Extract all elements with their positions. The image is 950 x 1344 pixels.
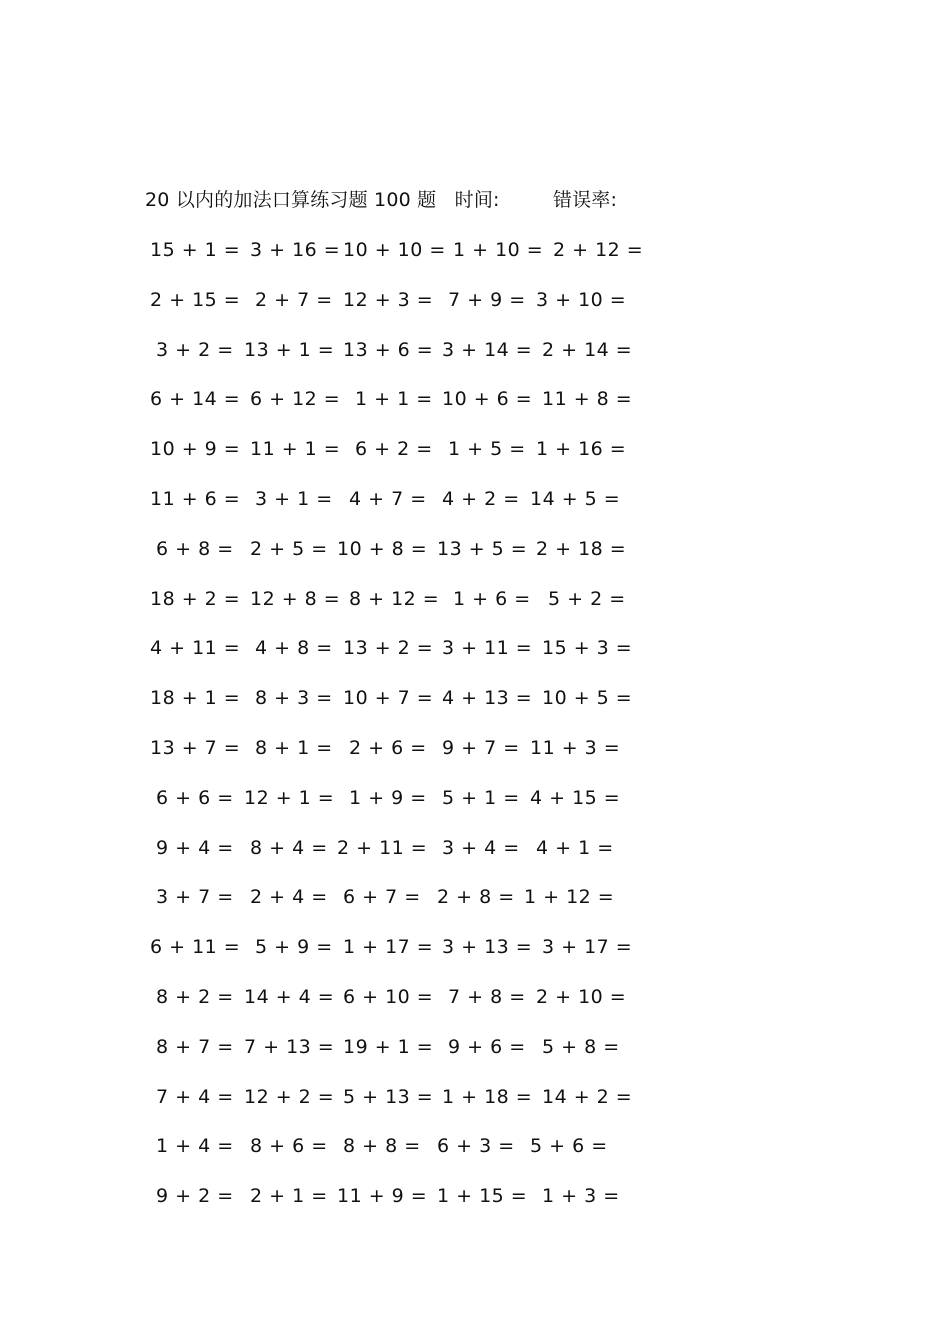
- problem-row: [0, 335, 950, 365]
- addition-problem: 2 + 12 =: [553, 239, 644, 261]
- problem-row: [0, 1131, 950, 1161]
- addition-problem: 12 + 3 =: [343, 288, 434, 311]
- addition-problem: 13 + 7 =: [150, 737, 241, 759]
- addition-problem: 5 + 6 =: [530, 1135, 608, 1158]
- addition-problem: 12 + 1 =: [244, 786, 335, 809]
- addition-problem: 14 + 4 =: [244, 986, 335, 1008]
- problem-row: [0, 982, 950, 1012]
- addition-problem: 11 + 3 =: [530, 737, 621, 759]
- addition-problem: 5 + 9 =: [255, 936, 333, 959]
- addition-problem: 2 + 8 =: [437, 886, 515, 909]
- addition-problem: 1 + 16 =: [536, 438, 627, 461]
- problem-row: [0, 285, 950, 315]
- addition-problem: 11 + 1 =: [250, 438, 341, 461]
- problem-row: [0, 783, 950, 813]
- addition-problem: 4 + 1 =: [536, 836, 614, 859]
- addition-problem: 13 + 5 =: [437, 537, 528, 560]
- addition-problem: 15 + 3 =: [542, 637, 633, 660]
- addition-problem: 6 + 6 =: [156, 786, 234, 809]
- addition-problem: 6 + 14 =: [150, 388, 241, 411]
- problem-row: [0, 1032, 950, 1062]
- addition-problem: 1 + 1 =: [355, 388, 433, 411]
- addition-problem: 2 + 14 =: [542, 338, 633, 361]
- addition-problem: 15 + 1 =: [150, 239, 241, 261]
- addition-problem: 1 + 5 =: [448, 438, 526, 461]
- problem-row: [0, 733, 950, 763]
- addition-problem: 3 + 7 =: [156, 886, 234, 909]
- addition-problem: 3 + 10 =: [536, 288, 627, 311]
- addition-problem: 3 + 1 =: [255, 488, 333, 510]
- addition-problem: 6 + 12 =: [250, 388, 341, 411]
- addition-problem: 18 + 1 =: [150, 687, 241, 710]
- addition-problem: 3 + 17 =: [542, 936, 633, 959]
- addition-problem: 3 + 14 =: [442, 338, 533, 361]
- addition-problem: 2 + 11 =: [337, 836, 428, 859]
- addition-problem: 14 + 5 =: [530, 488, 621, 510]
- time-label: 时间:: [454, 189, 500, 211]
- problem-row: [0, 833, 950, 863]
- addition-problem: 6 + 11 =: [150, 936, 241, 959]
- addition-problem: 9 + 7 =: [442, 737, 520, 759]
- addition-problem: 10 + 5 =: [542, 687, 633, 710]
- addition-problem: 10 + 10 =: [343, 239, 446, 261]
- addition-problem: 1 + 17 =: [343, 936, 434, 959]
- addition-problem: 1 + 9 =: [349, 786, 427, 809]
- addition-problem: 2 + 7 =: [255, 288, 333, 311]
- addition-problem: 13 + 1 =: [244, 338, 335, 361]
- addition-problem: 4 + 15 =: [530, 786, 621, 809]
- problem-row: [0, 1181, 950, 1211]
- addition-problem: 9 + 2 =: [156, 1185, 234, 1208]
- addition-problem: 3 + 2 =: [156, 338, 234, 361]
- addition-problem: 4 + 11 =: [150, 637, 241, 660]
- addition-problem: 12 + 2 =: [244, 1085, 335, 1108]
- addition-problem: 10 + 7 =: [343, 687, 434, 710]
- addition-problem: 9 + 6 =: [448, 1035, 526, 1058]
- problem-row: [0, 384, 950, 414]
- problem-row: [0, 484, 950, 514]
- addition-problem: 3 + 13 =: [442, 936, 533, 959]
- addition-problem: 4 + 8 =: [255, 637, 333, 660]
- addition-problem: 7 + 9 =: [448, 288, 526, 311]
- addition-problem: 3 + 16 =: [250, 239, 341, 261]
- addition-problem: 7 + 4 =: [156, 1085, 234, 1108]
- addition-problem: 14 + 2 =: [542, 1085, 633, 1108]
- addition-problem: 12 + 8 =: [250, 587, 341, 610]
- problem-row: [0, 633, 950, 663]
- problem-row: [0, 584, 950, 614]
- addition-problem: 2 + 5 =: [250, 537, 328, 560]
- addition-problem: 10 + 9 =: [150, 438, 241, 461]
- addition-problem: 11 + 8 =: [542, 388, 633, 411]
- addition-problem: 5 + 2 =: [548, 587, 626, 610]
- addition-problem: 6 + 7 =: [343, 886, 421, 909]
- addition-problem: 2 + 1 =: [250, 1185, 328, 1208]
- addition-problem: 8 + 1 =: [255, 737, 333, 759]
- addition-problem: 10 + 6 =: [442, 388, 533, 411]
- addition-problem: 6 + 10 =: [343, 986, 434, 1008]
- addition-problem: 18 + 2 =: [150, 587, 241, 610]
- addition-problem: 8 + 3 =: [255, 687, 333, 710]
- addition-problem: 6 + 3 =: [437, 1135, 515, 1158]
- addition-problem: 11 + 6 =: [150, 488, 241, 510]
- addition-problem: 6 + 8 =: [156, 537, 234, 560]
- addition-problem: 8 + 7 =: [156, 1035, 234, 1058]
- addition-problem: 5 + 13 =: [343, 1085, 434, 1108]
- error-rate-label: 错误率:: [552, 189, 618, 211]
- addition-problem: 1 + 15 =: [437, 1185, 528, 1208]
- problem-row: [0, 434, 950, 464]
- addition-problem: 9 + 4 =: [156, 836, 234, 859]
- addition-problem: 13 + 6 =: [343, 338, 434, 361]
- addition-problem: 11 + 9 =: [337, 1185, 428, 1208]
- addition-problem: 3 + 11 =: [442, 637, 533, 660]
- addition-problem: 19 + 1 =: [343, 1035, 434, 1058]
- addition-problem: 8 + 4 =: [250, 836, 328, 859]
- addition-problem: 1 + 18 =: [442, 1085, 533, 1108]
- addition-problem: 3 + 4 =: [442, 836, 520, 859]
- addition-problem: 5 + 1 =: [442, 786, 520, 809]
- addition-problem: 8 + 2 =: [156, 986, 234, 1008]
- addition-problem: 10 + 8 =: [337, 537, 428, 560]
- addition-problem: 7 + 8 =: [448, 986, 526, 1008]
- addition-problem: 1 + 6 =: [453, 587, 531, 610]
- problem-row: [0, 534, 950, 564]
- problem-row: [0, 1082, 950, 1112]
- addition-problem: 4 + 2 =: [442, 488, 520, 510]
- addition-problem: 4 + 13 =: [442, 687, 533, 710]
- problem-row: [0, 882, 950, 912]
- addition-problem: 4 + 7 =: [349, 488, 427, 510]
- addition-problem: 2 + 10 =: [536, 986, 627, 1008]
- addition-problem: 2 + 6 =: [349, 737, 427, 759]
- addition-problem: 13 + 2 =: [343, 637, 434, 660]
- addition-problem: 1 + 10 =: [453, 239, 544, 261]
- addition-problem: 1 + 3 =: [542, 1185, 620, 1208]
- addition-problem: 5 + 8 =: [542, 1035, 620, 1058]
- worksheet-title: 20 以内的加法口算练习题 100 题: [145, 189, 437, 211]
- problem-row: [0, 932, 950, 962]
- problem-row: [0, 683, 950, 713]
- addition-problem: 8 + 12 =: [349, 587, 440, 610]
- addition-problem: 8 + 8 =: [343, 1135, 421, 1158]
- addition-problem: 7 + 13 =: [244, 1035, 335, 1058]
- addition-problem: 1 + 12 =: [524, 886, 615, 909]
- addition-problem: 8 + 6 =: [250, 1135, 328, 1158]
- problem-row: [0, 235, 950, 265]
- addition-problem: 2 + 15 =: [150, 288, 241, 311]
- addition-problem: 6 + 2 =: [355, 438, 433, 461]
- addition-problem: 2 + 4 =: [250, 886, 328, 909]
- addition-problem: 1 + 4 =: [156, 1135, 234, 1158]
- addition-problem: 2 + 18 =: [536, 537, 627, 560]
